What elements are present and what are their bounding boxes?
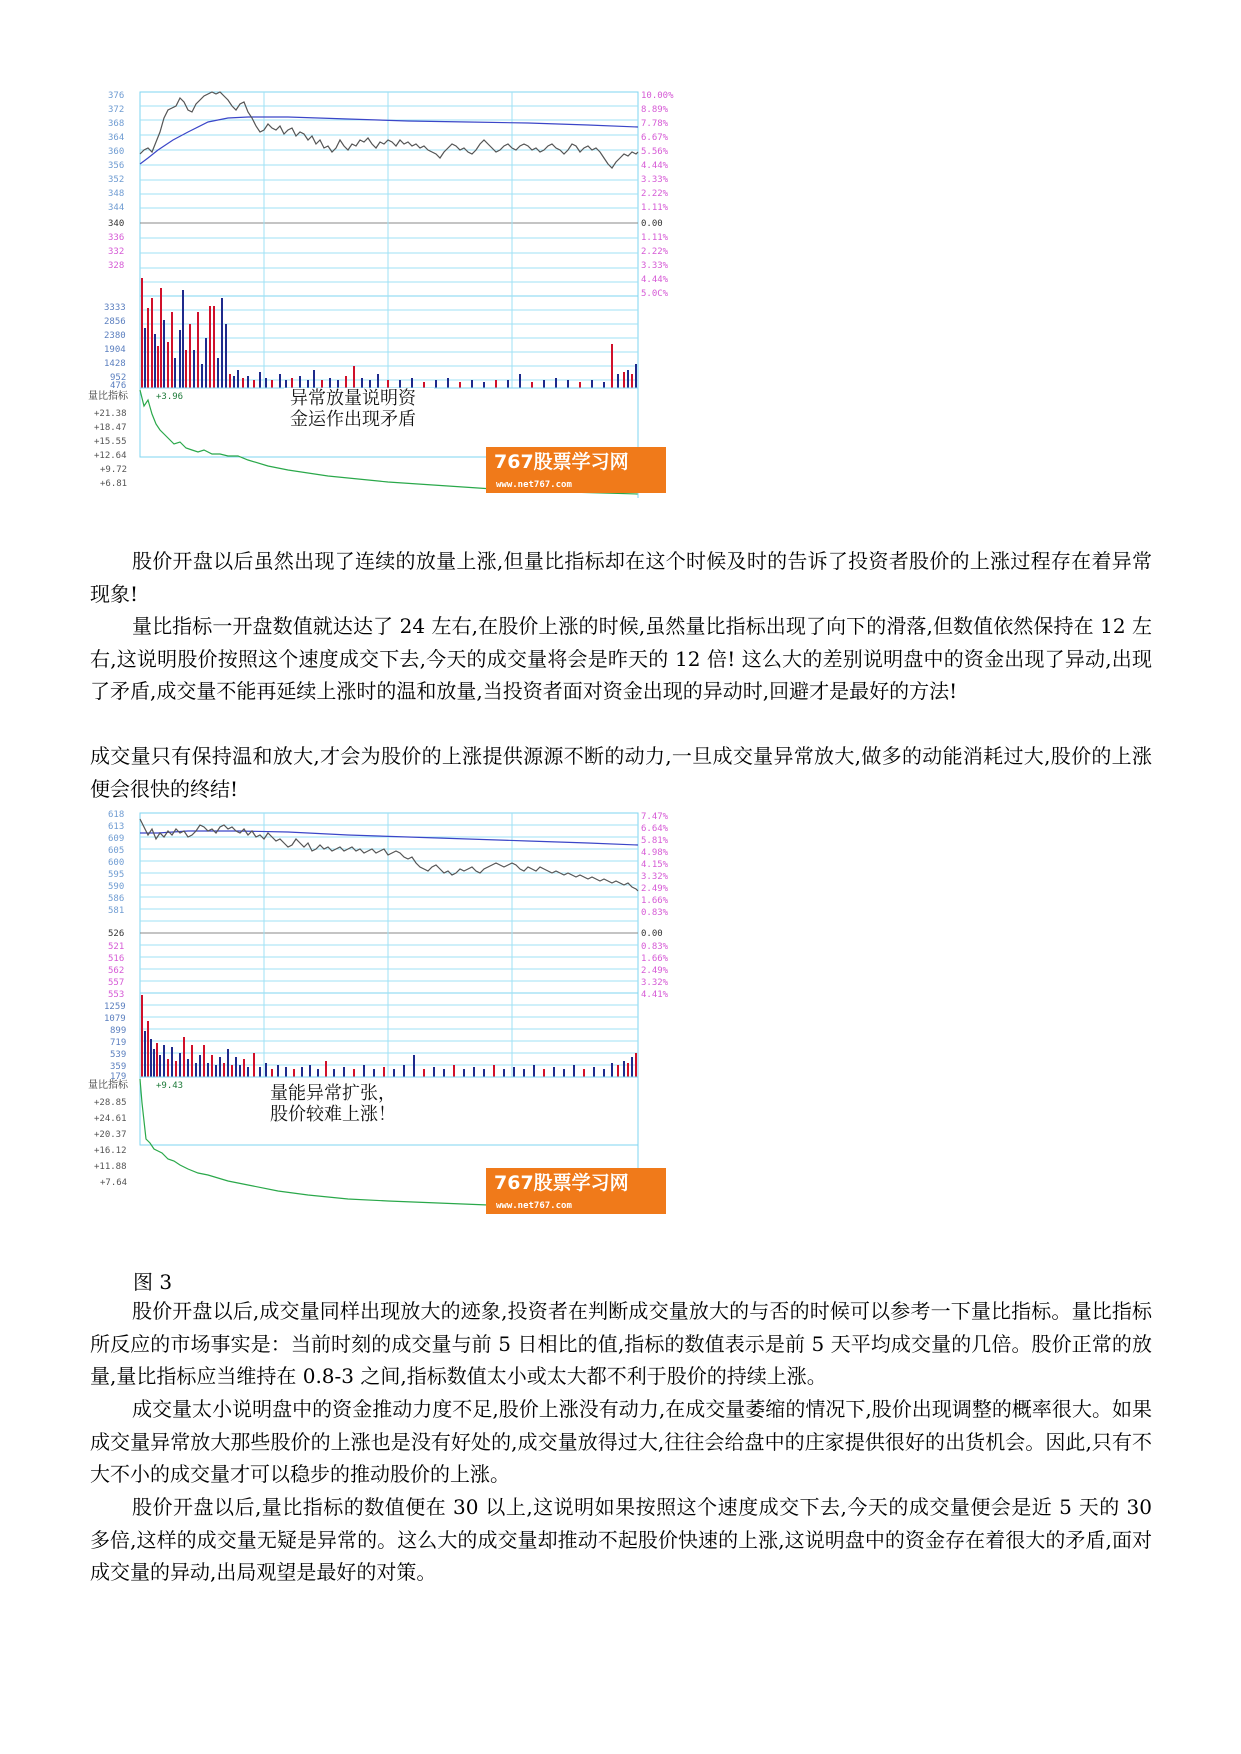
indicator-value: +3.96 (156, 392, 184, 402)
pct-label: 0.83% (641, 942, 669, 952)
volume-label: 2856 (104, 317, 126, 327)
price-label: 360 (108, 147, 125, 157)
price-label: 595 (108, 870, 125, 880)
price-label: 562 (108, 966, 125, 976)
volume-label: 719 (110, 1038, 127, 1048)
pct-label: 4.41% (641, 990, 669, 1000)
indicator-label: +6.81 (100, 479, 128, 489)
indicator-title: 量比指标 (88, 1080, 128, 1091)
paragraph-4: 股价开盘以后,成交量同样出现放大的迹象,投资者在判断成交量放大的与否的时候可以参考一下量比指标。量比指标所反应的市场事实是：当前时刻的成交量与前 5 日相比的值,指标的数值表示是前 5 天平均成交量的几倍。股价正常的放量,量比指标应当维持在 0.8-3 之间,指标数值太小或太大都不利于股价的持续上涨。 (90, 1299, 1152, 1388)
pct-label: 4.44% (641, 161, 669, 171)
price-label: 609 (108, 834, 125, 844)
watermark-line-2: www.net767.com (496, 1201, 572, 1211)
volume-label: 899 (110, 1026, 127, 1036)
indicator-label: +7.64 (100, 1178, 128, 1188)
volume-label: 179 (110, 1072, 127, 1082)
watermark-line-1: 767股票学习网 (494, 451, 629, 473)
price-label: 600 (108, 858, 125, 868)
indicator-label: +21.38 (94, 409, 127, 419)
price-label-base: 526 (108, 929, 125, 939)
volume-label: 1259 (104, 1002, 126, 1012)
indicator-label: +12.64 (94, 451, 127, 461)
volume-label: 1904 (104, 345, 126, 355)
volume-label: 539 (110, 1050, 127, 1060)
pct-label: 8.89% (641, 105, 669, 115)
volume-label: 1079 (104, 1014, 126, 1024)
figure-1-volume-axis (104, 303, 126, 391)
pct-label: 5.56% (641, 147, 669, 157)
pct-label: 3.33% (641, 175, 669, 185)
pct-label: 4.98% (641, 848, 669, 858)
price-label: 372 (108, 105, 125, 115)
price-label: 618 (108, 810, 125, 820)
figure-2-volume-axis (104, 1002, 126, 1082)
pct-label: 1.11% (641, 233, 669, 243)
pct-label: 4.44% (641, 275, 669, 285)
figure-2-intraday-chart (88, 809, 736, 1263)
watermark-line-2: www.net767.com (496, 480, 572, 490)
pct-label: 6.64% (641, 824, 669, 834)
annotation-line-2: 股价较难上涨！ (270, 1104, 396, 1125)
price-label: 590 (108, 882, 125, 892)
price-label: 328 (108, 261, 125, 271)
paragraph-1: 股价开盘以后虽然出现了连续的放量上涨,但量比指标却在这个时候及时的告诉了投资者股价的上涨过程存在着异常现象! (90, 549, 1152, 606)
figure-1-watermark (486, 447, 666, 493)
figure-2-watermark (486, 1168, 666, 1214)
volume-label: 2380 (104, 331, 126, 341)
annotation-line-1: 异常放量说明资 (290, 388, 416, 409)
paragraph-2: 量比指标一开盘数值就达达了 24 左右,在股价上涨的时候,虽然量比指标出现了向下的滑落,但数值依然保持在 12 左右,这说明股价按照这个速度成交下去,今天的成交量将会是昨天的 12 倍! 这么大的差别说明盘中的资金出现了异动,出现了矛盾,成交量不能再延续上涨时的温和放量,当投资者面对资金出现的异动时,回避才是最好的方法! (90, 614, 1152, 703)
paragraph-5: 成交量太小说明盘中的资金推动力度不足,股价上涨没有动力,在成交量萎缩的情况下,股价出现调整的概率很大。如果成交量异常放大那些股价的上涨也是没有好处的,成交量放得过大,往往会给盘中的庄家提供很好的出货机会。因此,只有不大不小的成交量才可以稳步的推动股价的上涨。 (90, 1397, 1152, 1486)
price-label: 605 (108, 846, 125, 856)
pct-label: 2.49% (641, 884, 669, 894)
watermark-line-1: 767股票学习网 (494, 1172, 629, 1194)
paragraph-3: 成交量只有保持温和放大,才会为股价的上涨提供源源不断的动力,一旦成交量异常放大,做多的动能消耗过大,股价的上涨便会很快的终结! (90, 744, 1152, 801)
pct-label: 3.33% (641, 261, 669, 271)
price-label: 557 (108, 978, 125, 988)
annotation-line-1: 量能异常扩张， (270, 1083, 396, 1104)
pct-label: 5.0C% (641, 289, 669, 299)
indicator-label: +15.55 (94, 437, 127, 447)
price-label: 336 (108, 233, 125, 243)
pct-label: 3.32% (641, 872, 669, 882)
indicator-title: 量比指标 (88, 391, 128, 402)
price-label-base: 340 (108, 219, 125, 229)
pct-label-base: 0.00 (641, 219, 663, 229)
pct-label: 0.83% (641, 908, 669, 918)
pct-label: 7.47% (641, 812, 669, 822)
annotation-line-2: 金运作出现矛盾 (290, 409, 416, 430)
figure-1-intraday-chart (88, 88, 736, 542)
price-label: 376 (108, 91, 125, 101)
pct-label: 2.22% (641, 247, 669, 257)
price-label: 352 (108, 175, 125, 185)
pct-label: 1.11% (641, 203, 669, 213)
figure-1-pct-axis (641, 91, 674, 299)
pct-label: 1.66% (641, 896, 669, 906)
pct-label: 4.15% (641, 860, 669, 870)
price-label: 516 (108, 954, 125, 964)
price-label: 356 (108, 161, 125, 171)
pct-label: 1.66% (641, 954, 669, 964)
price-label: 553 (108, 990, 125, 1000)
paragraph-6: 股价开盘以后,量比指标的数值便在 30 以上,这说明如果按照这个速度成交下去,今天的成交量便会是近 5 天的 30 多倍,这样的成交量无疑是异常的。这么大的成交量却推动不起股价快速的上涨,这说明盘中的资金存在着很大的矛盾,面对成交量的异动,出局观望是最好的对策。 (90, 1495, 1152, 1584)
price-label: 364 (108, 133, 125, 143)
price-label: 581 (108, 906, 125, 916)
figure-2-pct-axis (641, 812, 669, 1000)
pct-label: 6.67% (641, 133, 669, 143)
figure-2-price-axis (108, 810, 124, 1000)
indicator-label: +28.85 (94, 1098, 127, 1108)
figure-1-indicator-axis (94, 409, 127, 489)
figure-1-annotation (284, 388, 434, 430)
figure-caption: 图 3 (133, 1270, 173, 1294)
pct-label: 2.22% (641, 189, 669, 199)
figure-2-indicator-axis (94, 1098, 127, 1188)
price-label: 521 (108, 942, 125, 952)
pct-label: 7.78% (641, 119, 669, 129)
indicator-label: +24.61 (94, 1114, 127, 1124)
pct-label: 10.00% (641, 91, 674, 101)
figure-1-svg (88, 88, 736, 542)
figure-2-annotation (266, 1079, 416, 1125)
price-label: 344 (108, 203, 125, 213)
price-label: 368 (108, 119, 125, 129)
price-label: 348 (108, 189, 125, 199)
indicator-label: +20.37 (94, 1130, 127, 1140)
price-label: 586 (108, 894, 125, 904)
pct-label-base: 0.00 (641, 929, 663, 939)
price-label: 332 (108, 247, 125, 257)
price-label: 613 (108, 822, 125, 832)
volume-label: 3333 (104, 303, 126, 313)
pct-label: 5.81% (641, 836, 669, 846)
volume-label: 359 (110, 1062, 127, 1072)
figure-1-price-axis (108, 91, 124, 271)
volume-label: 952 (110, 373, 127, 383)
figure-2-svg (88, 809, 736, 1263)
volume-label: 1428 (104, 359, 126, 369)
indicator-label: +16.12 (94, 1146, 127, 1156)
indicator-label: +18.47 (94, 423, 127, 433)
pct-label: 3.32% (641, 978, 669, 988)
indicator-label: +9.72 (100, 465, 128, 475)
indicator-label: +11.88 (94, 1162, 127, 1172)
pct-label: 2.49% (641, 966, 669, 976)
indicator-value: +9.43 (156, 1081, 184, 1091)
volume-label: 476 (110, 381, 127, 391)
